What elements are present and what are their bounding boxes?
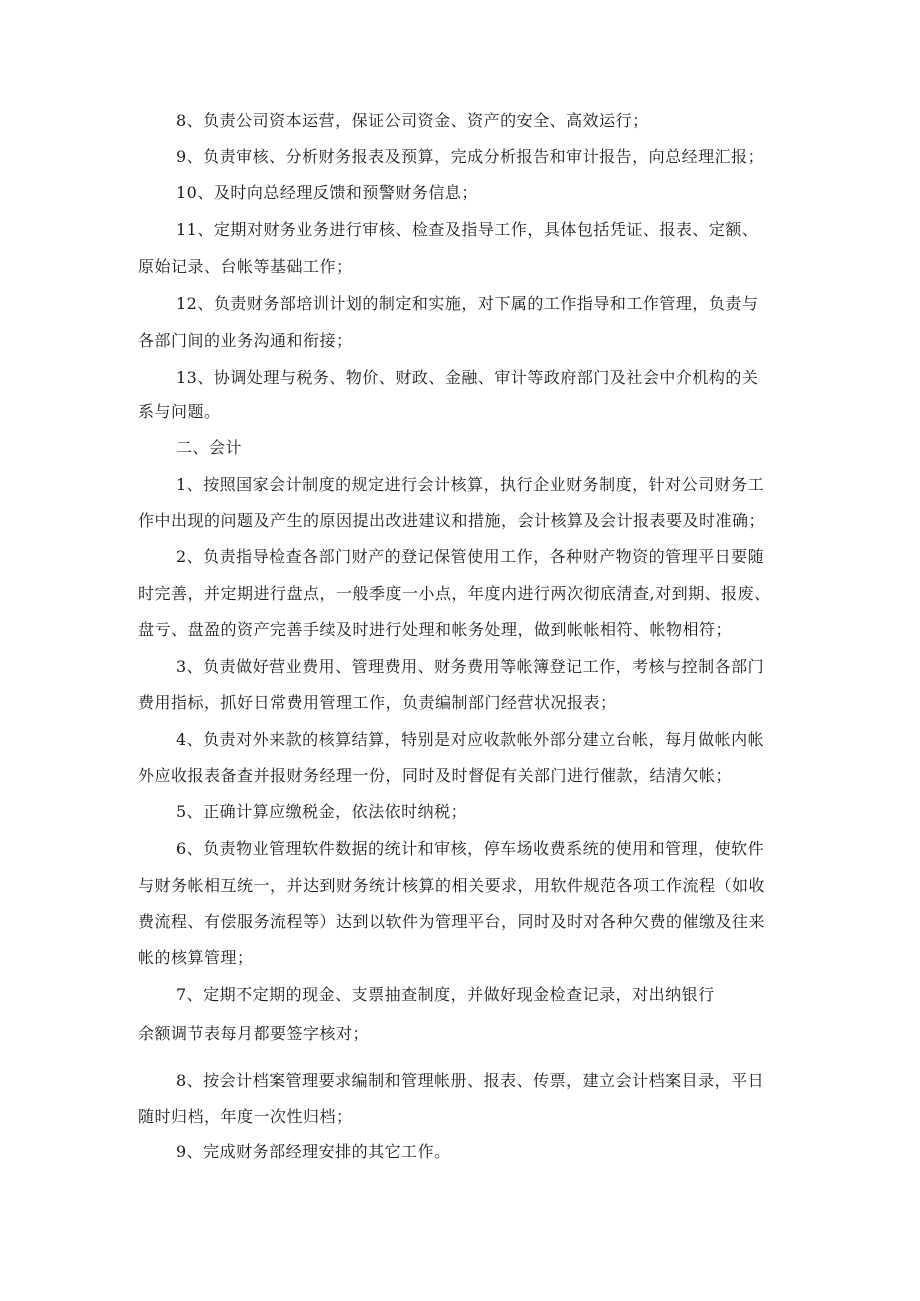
paragraph-item-13-line-2: 系与问题。 bbox=[138, 402, 221, 421]
paragraph-acct-3-line-1: 3、负责做好营业费用、管理费用、财务费用等帐簿登记工作，考核与控制各部门 bbox=[176, 657, 765, 676]
paragraph-item-8-line-1: 8、负责公司资本运营，保证公司资金、资产的安全、高效运行； bbox=[176, 111, 649, 130]
paragraph-acct-4-line-2: 外应收报表备查并报财务经理一份，同时及时督促有关部门进行催款，结清欠帐； bbox=[138, 766, 733, 785]
paragraph-acct-6-line-2: 与财务帐相互统一，并达到财务统计核算的相关要求，用软件规范各项工作流程（如收 bbox=[138, 876, 766, 895]
paragraph-item-13-line-1: 13、协调处理与税务、物价、财政、金融、审计等政府部门及社会中介机构的关 bbox=[176, 368, 759, 387]
paragraph-acct-8-line-2: 随时归档，年度一次性归档； bbox=[138, 1107, 353, 1126]
paragraph-acct-4-line-1: 4、负责对外来款的核算结算，特别是对应收款帐外部分建立台帐，每月做帐内帐 bbox=[176, 730, 765, 749]
paragraph-acct-7-line-2: 余额调节表每月都要签字核对； bbox=[138, 1024, 370, 1043]
paragraph-item-12-line-1: 12、负责财务部培训计划的制定和实施，对下属的工作指导和工作管理，负责与 bbox=[176, 294, 759, 313]
paragraph-acct-2-line-2: 时完善，并定期进行盘点，一般季度一小点，年度内进行两次彻底清查,对到期、报废、 bbox=[138, 584, 771, 603]
paragraph-acct-5-line-1: 5、正确计算应缴税金，依法依时纳税； bbox=[176, 802, 468, 821]
paragraph-acct-7-line-1: 7、定期不定期的现金、支票抽查制度，并做好现金检查记录，对出纳银行 bbox=[176, 985, 715, 1004]
paragraph-item-12-line-2: 各部门间的业务沟通和衔接； bbox=[138, 331, 353, 350]
paragraph-acct-6-line-1: 6、负责物业管理软件数据的统计和审核，停车场收费系统的使用和管理，使软件 bbox=[176, 839, 765, 858]
paragraph-item-9-line-1: 9、负责审核、分析财务报表及预算，完成分析报告和审计报告，向总经理汇报； bbox=[176, 147, 765, 166]
paragraph-acct-6-line-4: 帐的核算管理； bbox=[138, 948, 254, 967]
paragraph-acct-3-line-2: 费用指标，抓好日常费用管理工作，负责编制部门经营状况报表； bbox=[138, 693, 617, 712]
paragraph-acct-2-line-1: 2、负责指导检查各部门财产的登记保管使用工作，各种财产物资的管理平日要随 bbox=[176, 547, 765, 566]
paragraph-acct-8-line-1: 8、按会计档案管理要求编制和管理帐册、报表、传票，建立会计档案目录，平日 bbox=[176, 1071, 765, 1090]
paragraph-acct-1-line-1: 1、按照国家会计制度的规定进行会计核算，执行企业财务制度，针对公司财务工 bbox=[176, 475, 765, 494]
section-heading-accounting: 二、会计 bbox=[176, 438, 243, 457]
paragraph-acct-2-line-3: 盘亏、盘盈的资产完善手续及时进行处理和帐务处理，做到帐帐相符、帐物相符； bbox=[138, 620, 733, 639]
paragraph-item-11-line-2: 原始记录、台帐等基础工作； bbox=[138, 257, 353, 276]
paragraph-acct-6-line-3: 费流程、有偿服务流程等）达到以软件为管理平台，同时及时对各种欠费的催缴及往来 bbox=[138, 912, 766, 931]
paragraph-acct-9-line-1: 9、完成财务部经理安排的其它工作。 bbox=[176, 1142, 451, 1161]
paragraph-item-10-line-1: 10、及时向总经理反馈和预警财务信息； bbox=[176, 183, 478, 202]
paragraph-acct-1-line-2: 作中出现的问题及产生的原因提出改进建议和措施，会计核算及会计报表要及时准确； bbox=[138, 511, 766, 530]
paragraph-item-11-line-1: 11、定期对财务业务进行审核、检查及指导工作，具体包括凭证、报表、定额、 bbox=[176, 220, 759, 239]
